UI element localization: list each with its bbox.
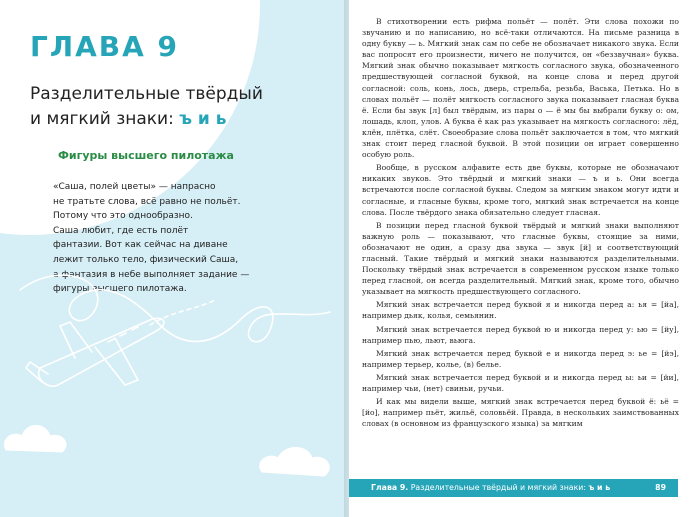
paragraph: Мягкий знак встречается перед буквой я и никогда перед а: ья = [йа], например дьяк, колья, семьянин. [362,300,679,321]
poem-line: не тратьте слова, всё равно не польёт. [53,196,241,207]
flight-loop-trail [20,275,330,342]
paragraph: В стихотворении есть рифма польёт — полёт. Эти слова похожи по звучанию и по написанию, но всё-таки отличаются. На письме разница в одну букву — ь. Мягкий знак сам по себе не обозначает никакого звука. Если вас попросят его произнести, ничего не получится, он «беззвучная» буква. Мягкий знак обычно показывает мягкость согласного звука, обозначенного предшествующей согласной буквой, на конце слова и перед другой согласной: соль, конь, лось, дверь, стрельба, резьба, Васька, Петька. Но в словах польёт — полёт мягкость согласного звука показывает гласная буква ё. Если бы звук [л] был твёрдым, из пары о — ё мы бы выбрали букву о: ом, лошадь, клоп, улов. А буква ё как раз указывает на мягкость согласного: лёд, клён, плётка, слёт. Своеобразие слова польёт заключается в том, что мягкий знак стоит перед гласной буквой. В этой позиции он играет совершенно особую роль. [362,17,679,160]
poem-line: «Саша, полей цветы» — напрасно [53,182,216,192]
poem-line: фигуры высшего пилотажа. [53,284,187,295]
subtitle-line-1: Разделительные твёрдый [30,84,263,104]
poem-line: а фантазия в небе выполняет задание — [53,269,250,280]
poem-line: лежит только тело, физический Саша, [53,254,239,265]
running-footer [349,479,678,497]
chapter-title: ГЛАВА 9 [30,30,180,63]
poem-line: Саша любит, где есть полёт [53,225,189,236]
cloud-doodle [4,426,66,453]
footer-letters: ъ и ь [588,483,611,492]
chapter-subtitle [30,82,320,132]
footer-chapter-text: Разделительные твёрдый и мягкий знаки: [408,483,589,492]
paragraph: Вообще, в русском алфавите есть две буквы, которые не обозначают никаких звуков. Это твёрдый и мягкий знаки — ъ и ь. Они всегда встречаются после согласной буквы. Следом за мягким знаком могут идти и согласные, и гласные буквы, кроме тогo, мягкий знак встречается на конце слова. После твёрдого знака обязательно следует гласная. [362,163,679,217]
poem-line: фантазии. Вот как сейчас на диване [53,240,228,251]
subtitle-line-2-text: и мягкий знаки: [30,109,180,129]
cloud-doodle [260,448,330,477]
right-page [349,0,689,517]
poem-line: Потому что это однообразно. [53,211,193,222]
airplane-illustration [0,250,349,517]
paragraph: Мягкий знак встречается перед буквой е и никогда перед э: ье = [йэ], например терьер, колье, (в) белье. [362,348,679,369]
footer-chapter-label: Глава 9. [371,483,409,492]
airplane-doodle [26,318,164,386]
footer-chapter [371,483,610,492]
paragraph: Мягкий знак встречается перед буквой ю и никогда перед у: ью = [йу], например пью, льют, вьюга. [362,324,679,345]
section-heading: Фигуры высшего пилотажа [58,149,234,162]
paragraph: И как мы видели выше, мягкий знак встречается перед буквой ё: ьё = [йо], например пьёт, жильё, соловьёй. Правда, в нескольких заимствованных словах (в основном из французского языка) за мягким [362,397,679,429]
subtitle-letters: ъ и ь [179,109,227,129]
paragraph: Мягкий знак встречается перед буквой и и никогда перед ы: ьи = [йи], например чьи, (нет) свиньи, ручьи. [362,372,679,393]
page-number: 89 [655,483,666,492]
paragraph: В позиции перед гласной буквой твёрдый и мягкий знаки выполняют важную роль — показывают, что гласные буквы, стоящие за ними, обозначают не один, а сразу два звука — звук [й] и соответствующий гласный. Такие твёрдый и мягкий знаки называются разделительными. Поскольку твёрдый знак встречается в современном русском языке только перед гласной, он всегда разделительный. Мягкий знак, кроме того, обычно указывает на мягкость предшествующего согласного. [362,220,679,297]
subtitle-line-2 [30,107,320,132]
body-text [362,16,679,431]
